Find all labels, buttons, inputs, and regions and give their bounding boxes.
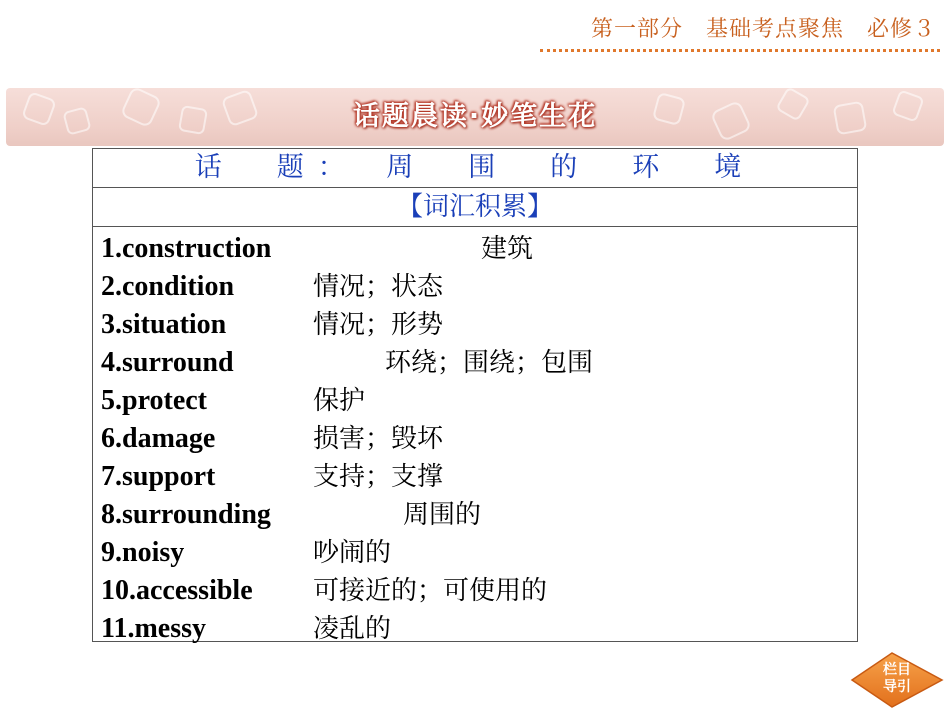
vocab-word: 5.protect (101, 385, 207, 416)
vocabulary-list (93, 227, 857, 648)
vocab-word: 1.construction (101, 233, 272, 264)
vocab-meaning: 环绕；围绕；包围 (385, 348, 594, 378)
vocab-meaning: 保护 (313, 386, 366, 416)
vocab-word: 2.condition (101, 271, 235, 302)
list-item (93, 344, 857, 382)
list-item (93, 230, 857, 268)
vocab-meaning: 吵闹的 (313, 538, 392, 568)
nav-button-label (848, 662, 946, 696)
nav-label-line2: 导引 (883, 679, 911, 695)
vocab-word: 4.surround (101, 347, 234, 378)
vocab-word: 9.noisy (101, 537, 185, 568)
vocab-word: 11.messy (101, 613, 206, 644)
vocab-meaning: 凌乱的 (313, 614, 392, 644)
vocab-word: 3.situation (101, 309, 227, 340)
list-item (93, 382, 857, 420)
header-dotted-divider (540, 49, 940, 52)
nav-label-line1: 栏目 (883, 662, 911, 678)
page-header-title: 第一部分 基础考点聚焦 必修３ (590, 17, 936, 42)
banner-title: 话题晨读·妙笔生花 (352, 101, 598, 132)
topic-heading: 话 题： 周 围 的 环 境 (93, 149, 857, 188)
list-item (93, 610, 857, 648)
vocabulary-table (92, 148, 858, 642)
vocab-meaning: 损害；毁坏 (313, 424, 444, 454)
list-item (93, 496, 857, 534)
list-item (93, 306, 857, 344)
vocab-word: 8.surrounding (101, 499, 271, 530)
vocab-word: 7.support (101, 461, 216, 492)
section-nav-button[interactable] (848, 650, 946, 710)
list-item (93, 268, 857, 306)
vocab-meaning: 可接近的；可使用的 (313, 576, 548, 606)
list-item (93, 534, 857, 572)
section-heading: 【词汇积累】 (93, 188, 857, 227)
list-item (93, 420, 857, 458)
vocab-meaning: 情况；状态 (313, 272, 444, 302)
vocab-meaning: 情况；形势 (313, 310, 444, 340)
vocab-meaning: 支持；支撑 (313, 462, 444, 492)
vocab-word: 6.damage (101, 423, 216, 454)
vocab-meaning: 周围的 (403, 500, 482, 530)
list-item (93, 458, 857, 496)
section-banner (6, 88, 944, 146)
vocab-meaning: 建筑 (481, 234, 534, 264)
vocab-word: 10.accessible (101, 575, 253, 606)
list-item (93, 572, 857, 610)
